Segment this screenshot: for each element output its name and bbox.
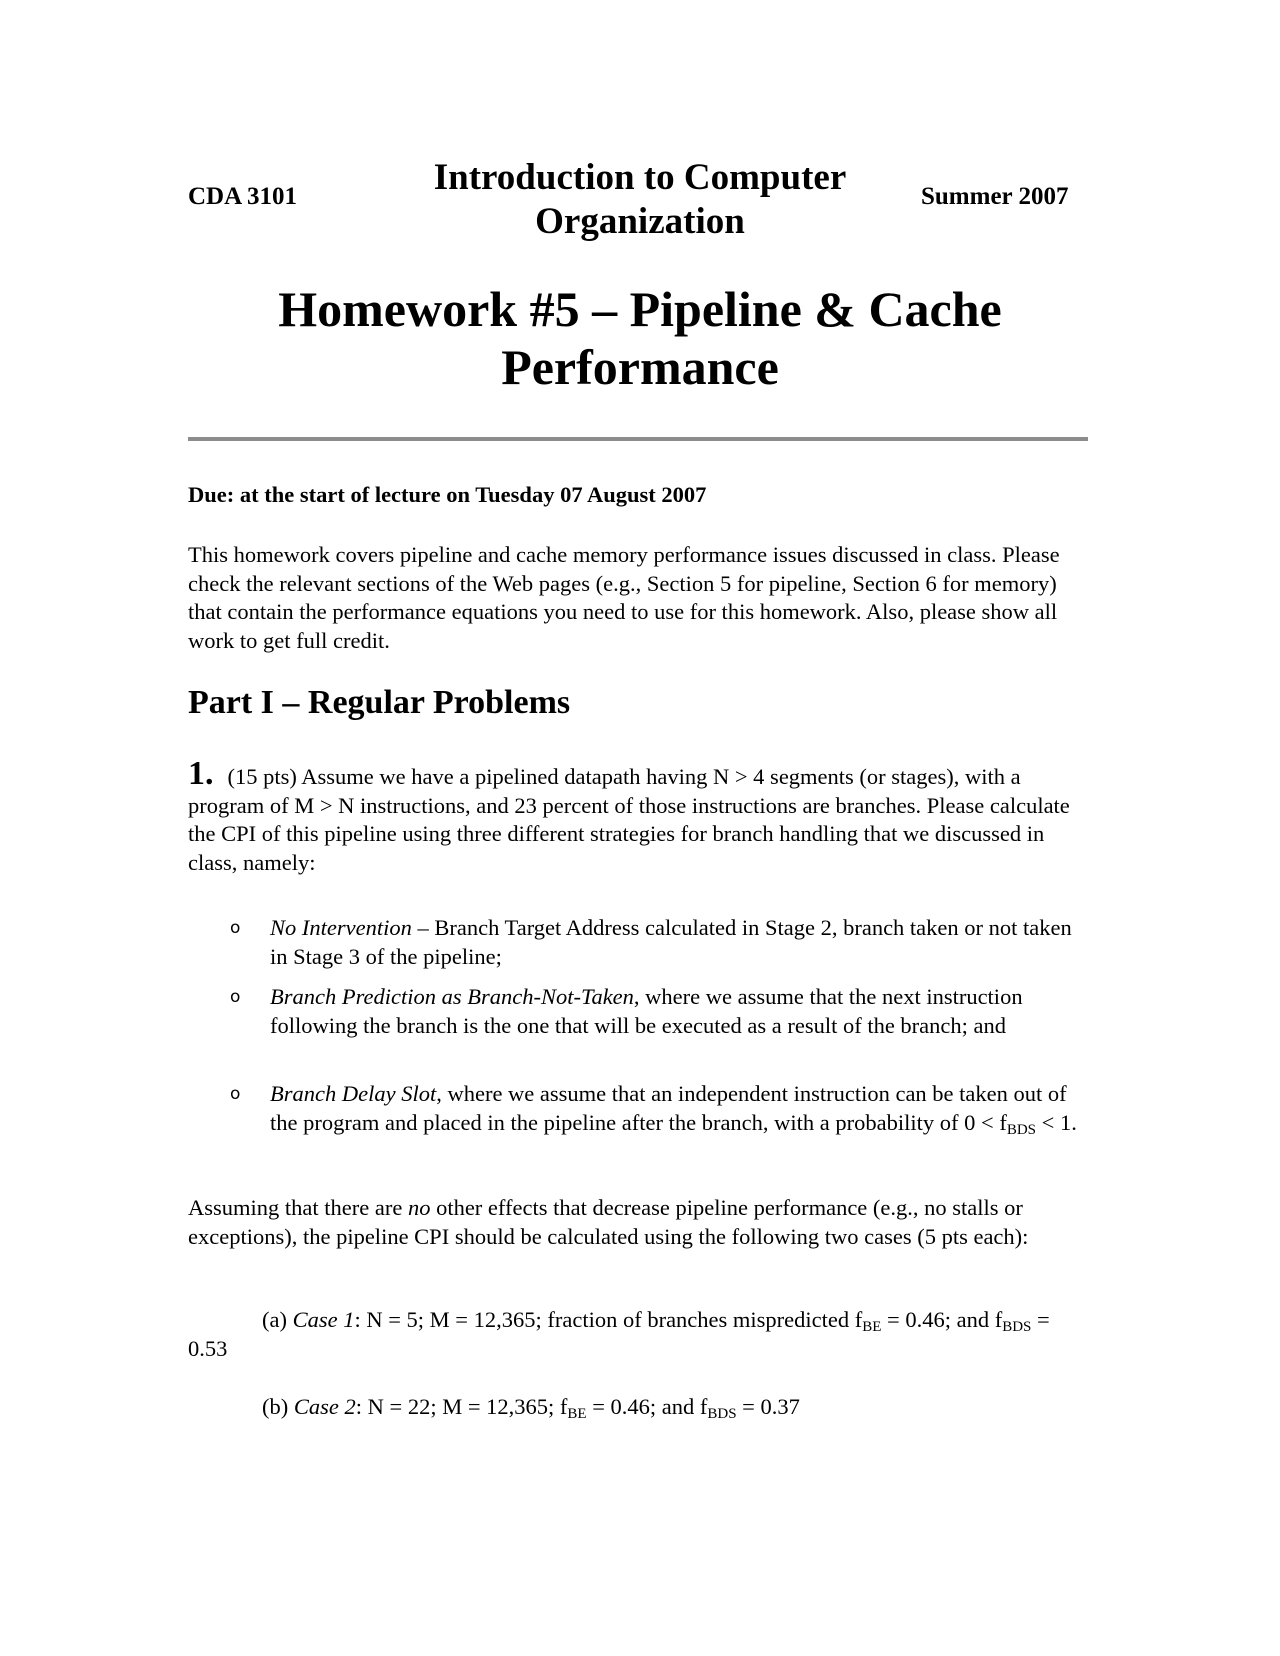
- case-text: : N = 22; M = 12,365; f: [355, 1394, 568, 1419]
- case-text: = 0.46; and f: [586, 1394, 708, 1419]
- strategy-desc: , where we assume that the next instruction following the branch is the one that will be executed as a result of the branch; and: [270, 984, 1023, 1038]
- problem-number: 1.: [188, 755, 214, 792]
- assumption-paragraph: [188, 1194, 1088, 1251]
- strategy-tail: < 1.: [1036, 1109, 1077, 1135]
- term: Summer 2007: [921, 183, 1069, 210]
- strategy-desc: – Branch Target Address calculated in Stage 2, branch taken or not taken in Stage 3 of the pipeline;: [270, 915, 1072, 969]
- bullet-circle-icon: o: [230, 987, 241, 1007]
- case-name: Case 1: [292, 1307, 355, 1332]
- case-text: : N = 5; M = 12,365; fraction of branches mispredicted f: [354, 1307, 863, 1332]
- case-text: = 0.37: [736, 1394, 800, 1419]
- strategy-name: No Intervention: [270, 915, 412, 940]
- case-2: [262, 1393, 1162, 1422]
- problem-1: [188, 755, 1088, 877]
- subscript: BDS: [1002, 1319, 1032, 1335]
- bullet-circle-icon: o: [230, 1084, 241, 1104]
- course-title: Introduction to Computer Organization: [433, 157, 847, 242]
- subscript: BDS: [1006, 1121, 1036, 1138]
- section-heading: Part I – Regular Problems: [188, 684, 571, 721]
- subscript: BE: [862, 1319, 882, 1335]
- course-code: CDA 3101: [188, 183, 298, 210]
- case-label: (b): [262, 1394, 294, 1419]
- problem-text: (15 pts) Assume we have a pipelined datapath having N > 4 segments (or stages), with a program of M > N instructions, and 23 percent of those instructions are branches. Please calculate the CPI of this pipeline using three different strategies for branch handling that we discussed in class, namely:: [188, 764, 1070, 875]
- strategy-name: Branch Prediction as Branch-Not-Taken: [270, 984, 634, 1009]
- strategy-name: Branch Delay Slot: [270, 1081, 437, 1106]
- assume-text: other effects that decrease pipeline performance (e.g., no stalls or exceptions), the pipeline CPI should be calculated using the following two cases (5 pts each):: [188, 1195, 1029, 1249]
- subscript: BDS: [707, 1406, 737, 1422]
- case-text: = 0.53: [188, 1307, 1050, 1361]
- assume-text: Assuming that there are: [188, 1195, 408, 1220]
- case-1: [188, 1306, 1088, 1363]
- horizontal-rule: [188, 437, 1088, 441]
- case-name: Case 2: [293, 1394, 356, 1419]
- assume-emphasis: no: [407, 1195, 431, 1220]
- case-label: (a): [262, 1307, 293, 1332]
- case-text: = 0.46; and f: [881, 1307, 1003, 1332]
- page-title: Homework #5 – Pipeline & Cache Performance: [278, 281, 1002, 395]
- bullet-circle-icon: o: [230, 918, 241, 938]
- subscript: BE: [567, 1406, 587, 1422]
- due-date: Due: at the start of lecture on Tuesday 07 August 2007: [188, 482, 707, 507]
- strategy-desc: , where we assume that an independent instruction can be taken out of the program and placed in the pipeline after the branch, with a probability of 0 < f: [270, 1081, 1067, 1135]
- intro-paragraph: This homework covers pipeline and cache memory performance issues discussed in class. Please check the relevant sections of the Web pages (e.g., Section 5 for pipeline, Section 6 for memory) that contain the performance equations you need to use for this homework. Also, please show all work to get full credit.: [188, 542, 1060, 653]
